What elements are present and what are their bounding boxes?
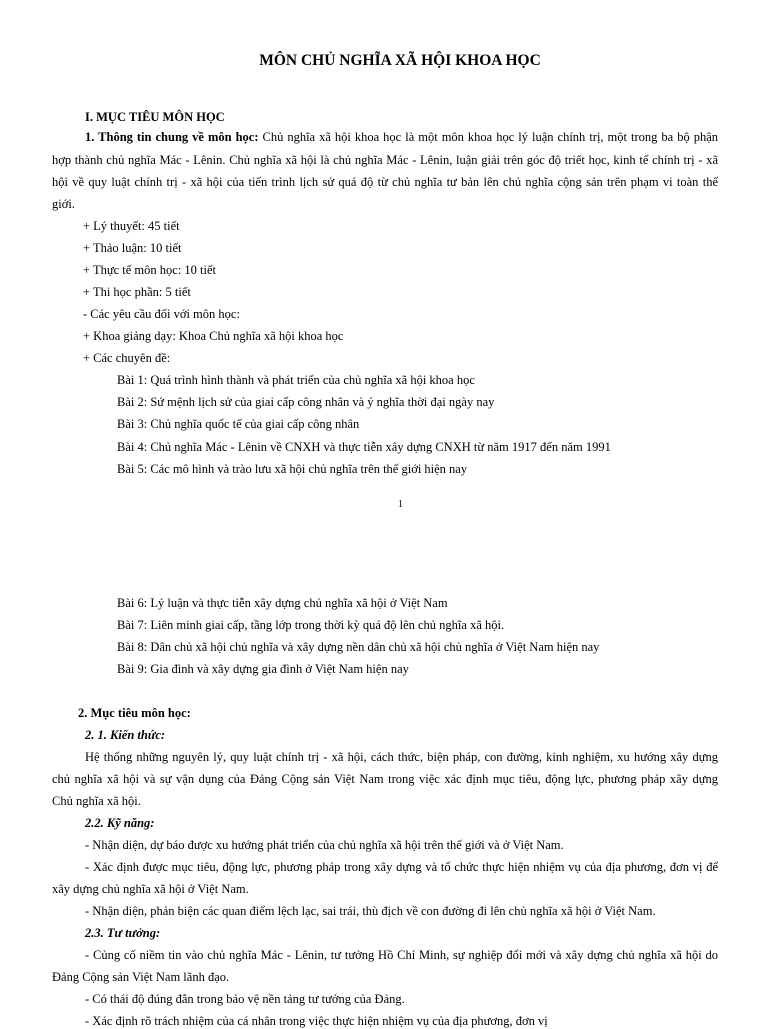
lesson-item: Bài 3: Chủ nghĩa quốc tế của giai cấp công nhân xyxy=(117,417,360,431)
skill-item: - Nhận diện, phản biện các quan điểm lệch lạc, sai trái, thù địch về con đường đi lên chủ nghĩa xã hội ở Việt Nam. xyxy=(85,904,656,918)
hours-exam: + Thi học phần: 5 tiết xyxy=(83,285,191,299)
knowledge-line-1: Hệ thống những nguyên lý, quy luật chính trị - xã hội, cách thức, biện pháp, con đường, kinh nghiệm, xu hướng xây dựng xyxy=(85,750,718,764)
lesson-item: Bài 5: Các mô hình và trào lưu xã hội chủ nghĩa trên thế giới hiện nay xyxy=(117,462,468,476)
lesson-item: Bài 1: Quá trình hình thành và phát triển của chủ nghĩa xã hội khoa học xyxy=(117,373,475,387)
knowledge-line-3: Chủ nghĩa xã hội. xyxy=(52,794,141,808)
document-title: MÔN CHỦ NGHĨA XÃ HỘI KHOA HỌC xyxy=(259,52,541,69)
general-info-label: 1. Thông tin chung về môn học: xyxy=(85,130,259,144)
skills-label: 2.2. Kỹ năng: xyxy=(85,816,155,830)
ideology-item-line-1: - Củng cố niềm tin vào chủ nghĩa Mác - Lênin, tư tưởng Hồ Chí Minh, sự nghiệp đổi mới và xây dựng chủ nghĩa xã hội do xyxy=(85,948,718,962)
lesson-item: Bài 2: Sứ mệnh lịch sử của giai cấp công nhân và ý nghĩa thời đại ngày nay xyxy=(117,395,495,409)
ideology-item: - Xác định rõ trách nhiệm của cá nhân trong việc thực hiện nhiệm vụ của địa phương, đơn vị xyxy=(85,1014,548,1028)
lesson-item: Bài 7: Liên minh giai cấp, tầng lớp trong thời kỳ quá độ lên chủ nghĩa xã hội. xyxy=(117,618,505,632)
general-info-paragraph-line-3: hội về quy luật chính trị - xã hội của tiến trình lịch sử quá độ từ chủ nghĩa tư bản lên chủ nghĩa cộng sản trên phạm vi toàn thế xyxy=(52,175,718,189)
general-info-paragraph-line-1 xyxy=(85,129,718,145)
lesson-item: Bài 4: Chủ nghĩa Mác - Lênin về CNXH và thực tiễn xây dựng CNXH từ năm 1917 đến năm 1991 xyxy=(117,440,611,454)
page-number: 1 xyxy=(398,499,403,510)
lesson-item: Bài 6: Lý luận và thực tiễn xây dựng chủ nghĩa xã hội ở Việt Nam xyxy=(117,596,448,610)
department-line: + Khoa giảng dạy: Khoa Chủ nghĩa xã hội khoa học xyxy=(83,329,344,343)
skill-item-line-2: xây dựng chủ nghĩa xã hội ở Việt Nam. xyxy=(52,882,249,896)
objectives-heading: 2. Mục tiêu môn học: xyxy=(78,706,191,720)
topics-label: + Các chuyên đề: xyxy=(83,351,171,365)
skill-item-line-1: - Xác định được mục tiêu, động lực, phương pháp trong xây dựng và tổ chức thực hiện nhiệm vụ của địa phương, đơn vị để xyxy=(85,860,718,874)
skill-item: - Nhận diện, dự báo được xu hướng phát triển của chủ nghĩa xã hội trên thế giới và ở Việt Nam. xyxy=(85,838,564,852)
ideology-item-line-2: Đảng Cộng sản Việt Nam lãnh đạo. xyxy=(52,970,230,984)
general-info-text: Chủ nghĩa xã hội khoa học là một môn khoa học lý luận chính trị, một trong ba bộ phận xyxy=(258,130,718,144)
ideology-item: - Có thái độ đúng đắn trong bảo vệ nền tảng tư tưởng của Đảng. xyxy=(85,992,405,1006)
knowledge-label: 2. 1. Kiến thức: xyxy=(85,728,166,742)
section-heading-objectives: I. MỤC TIÊU MÔN HỌC xyxy=(85,110,225,124)
requirements-line: - Các yêu cầu đối với môn học: xyxy=(83,307,240,321)
hours-discussion: + Thảo luận: 10 tiết xyxy=(83,241,182,255)
ideology-label: 2.3. Tư tưởng: xyxy=(85,926,161,940)
general-info-paragraph-line-2: hợp thành chủ nghĩa Mác - Lênin. Chủ nghĩa xã hội là chủ nghĩa Mác - Lênin, luận giải trên góc độ triết học, kinh tế chính trị - xã xyxy=(52,153,718,167)
hours-theory: + Lý thuyết: 45 tiết xyxy=(83,219,180,233)
general-info-paragraph-line-4: giới. xyxy=(52,197,75,211)
lesson-item: Bài 8: Dân chủ xã hội chủ nghĩa và xây dựng nền dân chủ xã hội chủ nghĩa ở Việt Nam hiện nay xyxy=(117,640,600,654)
lesson-item: Bài 9: Gia đình và xây dựng gia đình ở Việt Nam hiện nay xyxy=(117,662,409,676)
hours-fieldwork: + Thực tế môn học: 10 tiết xyxy=(83,263,217,277)
knowledge-line-2: chủ nghĩa xã hội và sự vận dụng của Đảng Cộng sản Việt Nam trong việc xác định mục tiêu, động lực, phương pháp xây dựng xyxy=(52,772,718,786)
